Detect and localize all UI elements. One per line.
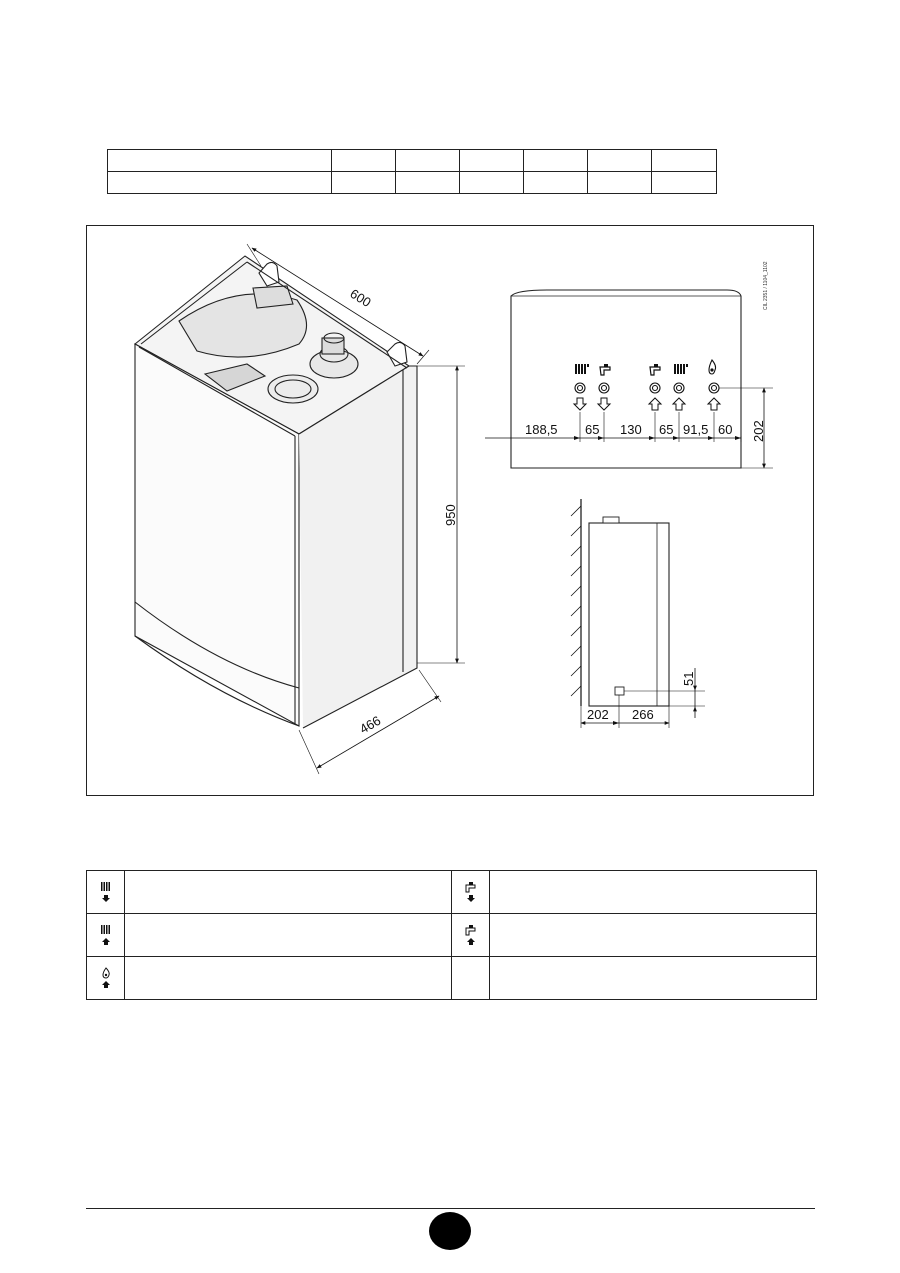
footer-rule xyxy=(86,1208,815,1209)
boiler-side-view xyxy=(571,499,705,728)
table-row xyxy=(87,914,817,957)
dim-65-label: 65 xyxy=(659,422,674,437)
tap-up-icon xyxy=(464,924,478,946)
model-table xyxy=(107,149,717,194)
table-row xyxy=(87,957,817,1000)
table-row xyxy=(87,871,817,914)
dim-188-5-label: 188,5 xyxy=(525,422,558,437)
dim-466-label: 466 xyxy=(357,712,384,737)
connection-legend xyxy=(86,870,817,1000)
table-row xyxy=(108,150,717,172)
dim-51-label: 51 xyxy=(681,671,696,686)
table-cell xyxy=(108,172,332,194)
legend-text-cell xyxy=(490,871,817,914)
dim-130-label: 130 xyxy=(620,422,642,437)
dim-91-5-label: 91,5 xyxy=(683,422,709,437)
legend-icon-cell xyxy=(452,871,490,914)
tap-down-icon xyxy=(464,881,478,903)
table-cell xyxy=(588,172,652,194)
legend-icon-cell xyxy=(452,957,490,1000)
dim-600-label: 600 xyxy=(347,285,374,311)
table-cell xyxy=(108,150,332,172)
table-cell xyxy=(588,150,652,172)
page-number-badge xyxy=(429,1212,471,1250)
legend-icon-cell xyxy=(87,914,125,957)
radiator-down-icon xyxy=(99,881,113,903)
legend-text-cell xyxy=(490,914,817,957)
table-cell xyxy=(524,150,588,172)
table-cell xyxy=(460,172,524,194)
table-cell xyxy=(332,150,396,172)
dim-950-label: 950 xyxy=(443,504,458,526)
table-cell xyxy=(396,172,460,194)
legend-icon-cell xyxy=(87,957,125,1000)
dimension-drawing xyxy=(86,225,814,796)
table-cell xyxy=(332,172,396,194)
legend-text-cell xyxy=(490,957,817,1000)
legend-text-cell xyxy=(125,957,452,1000)
legend-text-cell xyxy=(125,871,452,914)
legend-text-cell xyxy=(125,914,452,957)
dim-202-label: 202 xyxy=(751,420,766,442)
dim-side-202-label: 202 xyxy=(587,707,609,722)
legend-icon-cell xyxy=(452,914,490,957)
boiler-bottom-view xyxy=(485,290,773,468)
table-cell xyxy=(396,150,460,172)
boiler-isometric xyxy=(135,256,417,728)
table-cell xyxy=(460,150,524,172)
table-cell xyxy=(524,172,588,194)
dim-60-label: 60 xyxy=(718,422,733,437)
dim-65-label: 65 xyxy=(585,422,600,437)
table-cell xyxy=(652,150,717,172)
legend-icon-cell xyxy=(87,871,125,914)
table-cell xyxy=(652,172,717,194)
dimension-950 xyxy=(417,366,465,663)
dim-side-266-label: 266 xyxy=(632,707,654,722)
gas-up-icon xyxy=(99,967,113,989)
radiator-up-icon xyxy=(99,924,113,946)
drawing-ref: CIL 2351 / 1104_1102 xyxy=(763,261,769,310)
table-row xyxy=(108,172,717,194)
